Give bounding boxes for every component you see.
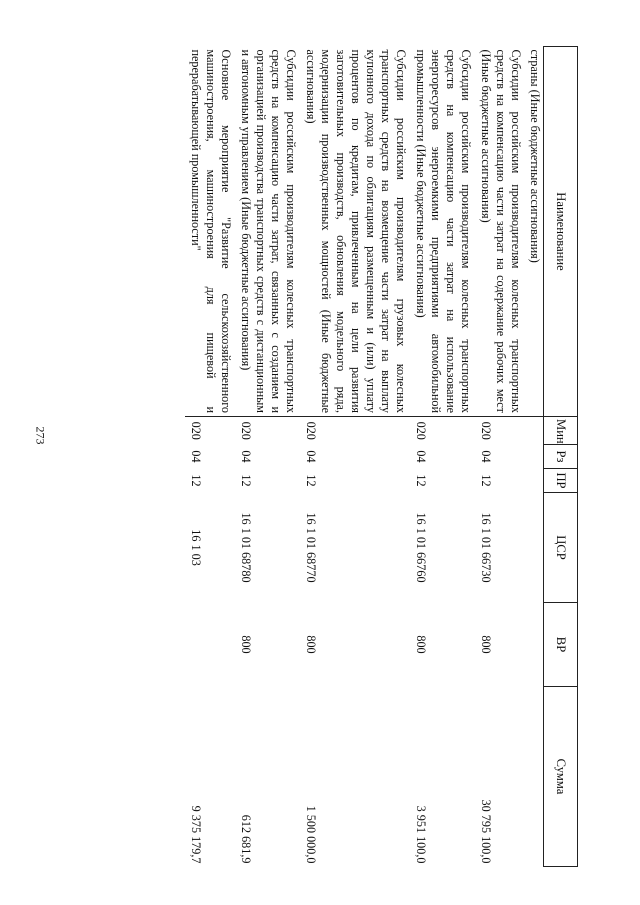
header-csr: ЦСР	[544, 493, 578, 603]
table-row	[235, 47, 300, 867]
table-row	[475, 47, 525, 867]
row-sum: 612 681,9	[239, 814, 253, 864]
budget-table	[185, 46, 578, 867]
row-csr: 16 1 01 66730	[479, 512, 493, 583]
header-pr: ПР	[544, 469, 578, 493]
row-min: 020	[414, 421, 428, 440]
table-header-row	[544, 47, 578, 867]
row-csr: 16 1 01 66760	[414, 512, 428, 583]
table-row	[410, 47, 475, 867]
row-pr: 12	[414, 474, 428, 487]
row-vr: 800	[414, 635, 428, 654]
row-name: страны (Иные бюджетные ассигнования)	[525, 47, 544, 417]
row-pr: 12	[239, 474, 253, 487]
row-rz: 04	[414, 450, 428, 463]
row-csr: 16 1 01 68770	[304, 512, 318, 583]
row-rz: 04	[304, 450, 318, 463]
row-rz: 04	[189, 450, 203, 463]
header-rz: Рз	[544, 445, 578, 469]
row-vr: 800	[479, 635, 493, 654]
row-name: Основное мероприятие "Развитие сельскохозяйственного машиностроения, машиностроения для пищевой и перерабатывающей промышленности"	[185, 47, 235, 417]
row-name: Субсидии российским производителям колесных транспортных средств на компенсацию части затрат на использование энергоресурсов энергоемкими предприятиями автомобильной промышленности (Иные бюджетные ассигнования)	[410, 47, 475, 417]
budget-table-frame	[96, 46, 578, 866]
row-name: Субсидии российским производителям колесных транспортных средств на компенсацию части затрат, связанных с созданием и организацией производства транспортных средств с дистанционным и автономным управлением (Иные бюджетные ассигнования)	[235, 47, 300, 417]
table-row-continuation	[525, 47, 544, 867]
row-pr: 12	[479, 474, 493, 487]
row-sum: 9 375 179,7	[189, 805, 203, 864]
page-number: 273	[33, 426, 48, 445]
row-vr: 800	[304, 635, 318, 654]
row-sum: 3 951 100,0	[414, 805, 428, 864]
row-rz: 04	[239, 450, 253, 463]
header-sum: Сумма	[544, 687, 578, 867]
header-name: Наименование	[544, 47, 578, 417]
row-min: 020	[189, 421, 203, 440]
row-name: Субсидии российским производителям колесных транспортных средств на компенсацию части затрат на содержание рабочих мест (Иные бюджетные ассигнования)	[475, 47, 525, 417]
row-name: Субсидии российским производителям грузовых колесных транспортных средств на возмещение части затрат на выплату купонного дохода по облигациям размещенным и (или) уплату процентов по кредитам, привлеченным на цели развития заготовительных производств, обновления модельного ряда, модернизации производственных мощностей (Иные бюджетные ассигнования)	[300, 47, 410, 417]
row-min: 020	[479, 421, 493, 440]
row-rz: 04	[479, 450, 493, 463]
row-vr: 800	[239, 635, 253, 654]
row-sum: 30 795 100,0	[479, 799, 493, 864]
table-row	[185, 47, 235, 867]
header-min: Мин	[544, 417, 578, 445]
row-vr	[185, 603, 235, 687]
row-min: 020	[304, 421, 318, 440]
table-row	[300, 47, 410, 867]
row-sum: 1 500 000,0	[304, 805, 318, 864]
row-pr: 12	[189, 474, 203, 487]
row-min: 020	[239, 421, 253, 440]
header-vr: ВР	[544, 603, 578, 687]
row-csr: 16 1 03	[189, 529, 203, 566]
row-csr: 16 1 01 68780	[239, 512, 253, 583]
row-pr: 12	[304, 474, 318, 487]
